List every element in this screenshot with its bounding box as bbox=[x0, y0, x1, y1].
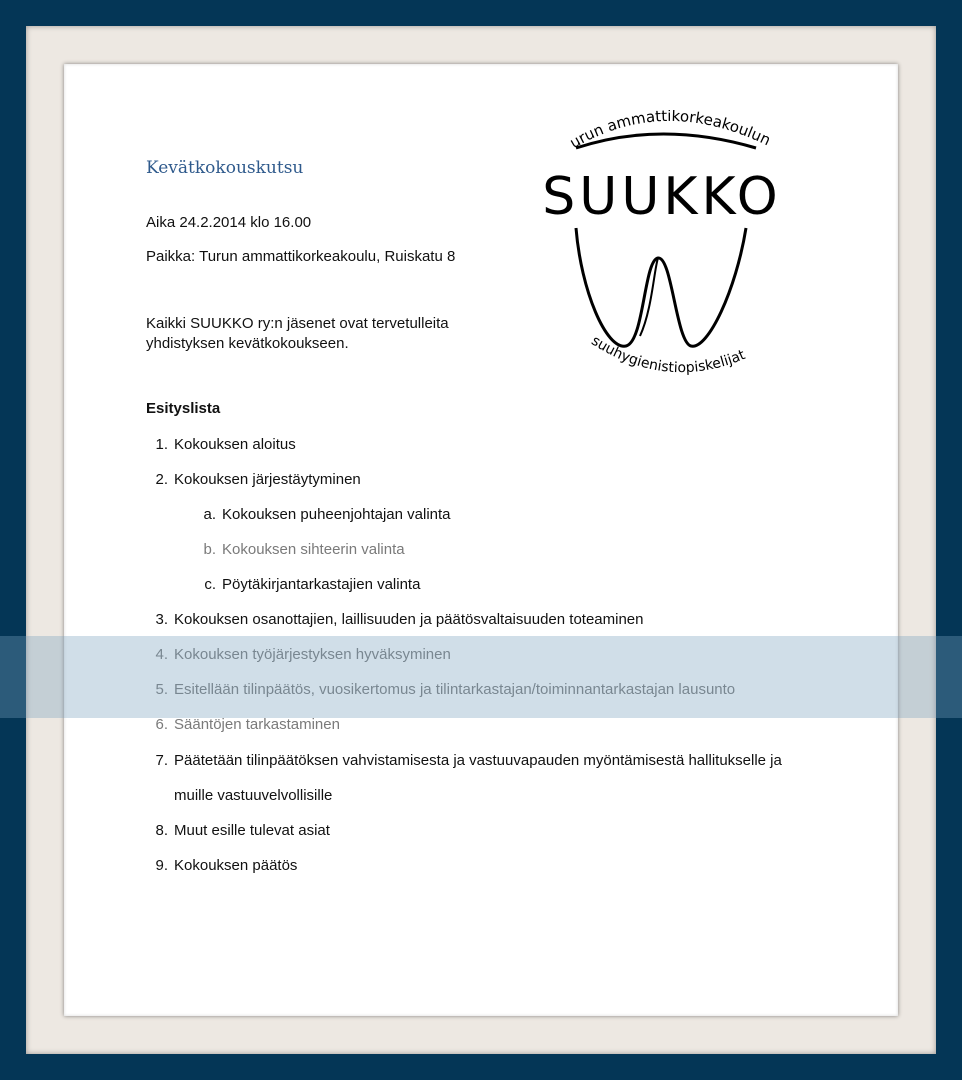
agenda-item-text: Kokouksen järjestäytyminen bbox=[174, 471, 361, 488]
agenda-item-number: 5. bbox=[155, 681, 168, 698]
agenda-item-number: a. bbox=[203, 506, 216, 523]
logo-name: SUUKKO bbox=[542, 167, 782, 227]
svg-text:Turun ammattikorkeakoulun bbox=[536, 110, 774, 152]
invitation-line-2: yhdistyksen kevätkokoukseen. bbox=[146, 335, 349, 352]
meeting-time: Aika 24.2.2014 klo 16.00 bbox=[146, 214, 312, 231]
agenda-item-text: muille vastuuvelvollisille bbox=[174, 787, 333, 804]
agenda-item-text: Muut esille tulevat asiat bbox=[174, 822, 330, 839]
agenda-item-number: 9. bbox=[155, 857, 168, 874]
agenda-item-text: Kokouksen työjärjestyksen hyväksyminen bbox=[174, 646, 451, 663]
agenda-item-text: Pöytäkirjantarkastajien valinta bbox=[222, 576, 421, 593]
agenda-item-number: 6. bbox=[155, 716, 168, 733]
agenda-item-text: Kokouksen puheenjohtajan valinta bbox=[222, 506, 451, 523]
agenda-item-number: 3. bbox=[155, 611, 168, 628]
agenda-item-text: Päätetään tilinpäätöksen vahvistamisesta ja vastuuvapauden myöntämisestä hallitukselle ja bbox=[174, 752, 782, 769]
invitation-line-1: Kaikki SUUKKO ry:n jäsenet ovat tervetulleita bbox=[146, 315, 449, 332]
agenda-item-text: Kokouksen päätös bbox=[174, 857, 298, 874]
suukko-logo bbox=[536, 110, 786, 400]
agenda-item-text: Sääntöjen tarkastaminen bbox=[174, 716, 340, 733]
logo-bottom-text: suuhygienistiopiskelijat bbox=[588, 332, 748, 377]
agenda-item-text: Esitellään tilinpäätös, vuosikertomus ja tilintarkastajan/toiminnantarkastajan lausunto bbox=[174, 681, 736, 698]
document-title: Kevätkokouskutsu bbox=[146, 158, 304, 178]
logo-top-text: urun ammattikorkeakoulun bbox=[566, 110, 774, 152]
agenda-item-number: b. bbox=[203, 541, 216, 558]
agenda-item-number: c. bbox=[204, 576, 216, 593]
agenda-item-number: 1. bbox=[155, 436, 168, 453]
agenda-item-number: 4. bbox=[155, 646, 168, 663]
meeting-place: Paikka: Turun ammattikorkeakoulu, Ruiskatu 8 bbox=[146, 248, 456, 265]
tooth-icon bbox=[536, 110, 786, 400]
photo-glare-band bbox=[0, 636, 962, 718]
agenda-heading: Esityslista bbox=[146, 400, 221, 417]
agenda-item-number: 7. bbox=[155, 752, 168, 769]
agenda-item-text: Kokouksen sihteerin valinta bbox=[222, 541, 405, 558]
agenda-item-number: 2. bbox=[155, 471, 168, 488]
agenda-item-text: Kokouksen osanottajien, laillisuuden ja päätösvaltaisuuden toteaminen bbox=[174, 611, 644, 628]
agenda-item-text: Kokouksen aloitus bbox=[174, 436, 296, 453]
agenda-item-number: 8. bbox=[155, 822, 168, 839]
document-page bbox=[64, 64, 898, 1016]
